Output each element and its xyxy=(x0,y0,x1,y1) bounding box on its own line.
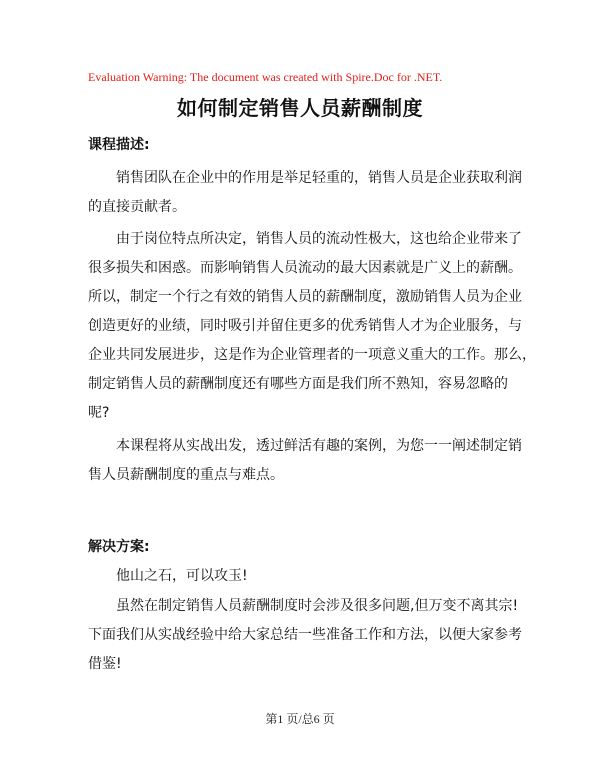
paragraph-line: 本课程将从实战出发，透过鲜活有趣的案例，为您一一阐述制定销 xyxy=(116,438,522,454)
paragraph xyxy=(88,225,536,428)
paragraph-line: 下面我们从实战经验中给大家总结一些准备工作和方法，以便大家参考 xyxy=(88,627,522,643)
paragraph-line: 很多损失和困惑。而影响销售人员流动的最大因素就是广义上的薪酬。 xyxy=(88,260,522,276)
paragraph xyxy=(88,164,520,222)
section-heading-solution: 解决方案: xyxy=(88,539,150,555)
paragraph-line: 创造更好的业绩，同时吸引并留住更多的优秀销售人才为企业服务，与 xyxy=(88,318,522,334)
paragraph xyxy=(88,592,520,679)
paragraph-line: 呢? xyxy=(88,405,110,421)
section-heading-course-description: 课程描述: xyxy=(88,137,150,153)
paragraph-line: 售人员薪酬制度的重点与难点。 xyxy=(88,467,284,483)
paragraph xyxy=(88,432,520,490)
paragraph-line: 借鉴! xyxy=(88,656,122,672)
page-number-footer: 第1 页/总6 页 xyxy=(265,712,335,726)
paragraph-line: 所以，制定一个行之有效的销售人员的薪酬制度，激励销售人员为企业 xyxy=(88,289,522,305)
paragraph-line: 他山之石，可以攻玉! xyxy=(116,568,248,584)
evaluation-warning: Evaluation Warning: The document was created with Spire.Doc for .NET. xyxy=(88,70,443,84)
paragraph-line: 由于岗位特点所决定，销售人员的流动性极大，这也给企业带来了 xyxy=(116,231,522,247)
document-title: 如何制定销售人员薪酬制度 xyxy=(177,96,423,120)
paragraph-line: 虽然在制定销售人员薪酬制度时会涉及很多问题,但万变不离其宗! xyxy=(116,598,519,614)
paragraph xyxy=(88,562,520,591)
paragraph-line: 企业共同发展进步，这是作为企业管理者的一项意义重大的工作。那么， xyxy=(88,347,536,363)
paragraph-line: 销售团队在企业中的作用是举足轻重的，销售人员是企业获取利润 xyxy=(116,170,522,186)
paragraph-line: 制定销售人员的薪酬制度还有哪些方面是我们所不熟知，容易忽略的 xyxy=(88,376,508,392)
paragraph-line: 的直接贡献者。 xyxy=(88,199,186,215)
